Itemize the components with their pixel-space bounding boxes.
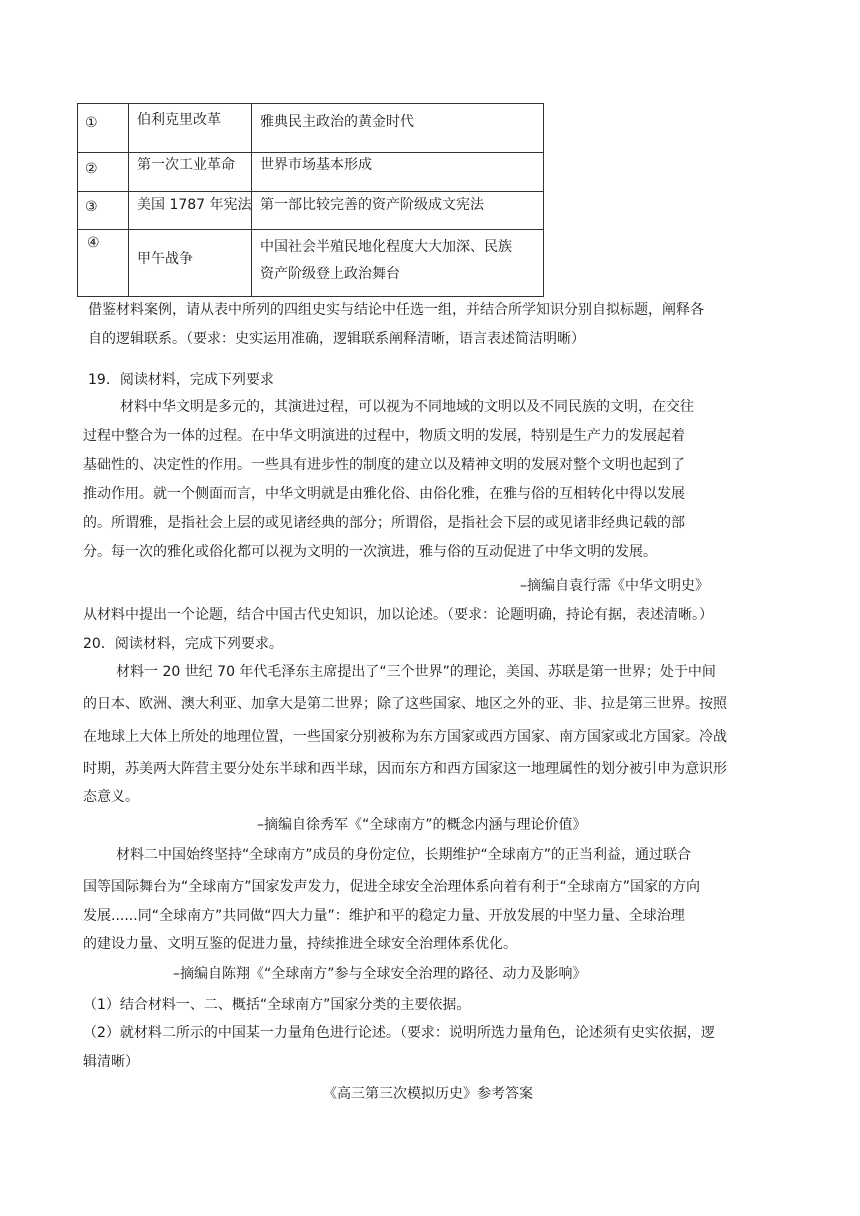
- table-cell-conclusion: 第一部比较完善的资产阶级成文宪法: [260, 197, 484, 213]
- q20-material1-line: 态意义。: [83, 789, 139, 805]
- table-border-top: [77, 103, 544, 104]
- q20-material2-line: 的建设力量、文明互鉴的促进力量，持续推进全球安全治理体系优化。: [83, 936, 517, 952]
- q18-instruction-line: 借鉴材料案例，请从表中所列的四组史实与结论中任选一组，并结合所学知识分别自拟标题，阐释各: [88, 302, 704, 318]
- q19-source: –摘编自袁行霈《中华文明史》: [520, 578, 709, 594]
- q20-material1-line: 时期，苏美两大阵营主要分处东半球和西半球，因而东方和西方国家这一地理属性的划分被引申为意识形: [83, 761, 727, 777]
- q19-material-line: 推动作用。就一个侧面而言，中华文明就是由雅化俗、由俗化雅，在雅与俗的互相转化中得以发展: [83, 486, 685, 502]
- table-row-number: ④: [87, 235, 100, 251]
- table-cell-event: 甲午战争: [137, 251, 193, 267]
- table-cell-conclusion: 中国社会半殖民地化程度大大加深、民族: [260, 239, 512, 255]
- q20-subquestion-1: （1）结合材料一、二、概括“全球南方”国家分类的主要依据。: [83, 997, 471, 1013]
- table-border-left: [77, 103, 78, 297]
- q20-material1-line: 材料一 20 世纪 70 年代毛泽东主席提出了“三个世界”的理论，美国、苏联是第一世界；处于中间: [116, 664, 716, 680]
- table-row-divider: [77, 152, 544, 153]
- q20-material2-line: 材料二中国始终坚持“全球南方”成员的身份定位，长期维护“全球南方”的正当利益，通过联合: [116, 847, 692, 863]
- q20-subquestion-2-line: （2）就材料二所示的中国某一力量角色进行论述。（要求：说明所选力量角色，论述须有史实依据，逻: [83, 1025, 715, 1041]
- q19-material-line: 材料中华文明是多元的，其演进过程，可以视为不同地域的文明以及不同民族的文明，在交往: [120, 399, 694, 415]
- q20-source1: –摘编自徐秀军《“全球南方”的概念内涵与理论价值》: [257, 817, 587, 833]
- history-facts-table: [77, 103, 544, 297]
- q20-subquestion-2-line: 辑清晰）: [83, 1054, 139, 1070]
- table-row-number: ③: [85, 199, 98, 215]
- q20-material2-line: 国等国际舞台为“全球南方”国家发声发力，促进全球安全治理体系向着有利于“全球南方”国家的方向: [83, 879, 701, 895]
- table-row-number: ②: [85, 161, 98, 177]
- answer-key-title: 《高三第三次模拟历史》参考答案: [323, 1086, 533, 1102]
- table-cell-event: 美国 1787 年宪法: [137, 197, 252, 213]
- q19-material-line: 的。所谓雅，是指社会上层的或见诸经典的部分；所谓俗，是指社会下层的或见诸非经典记载的部: [83, 515, 685, 531]
- table-border-bottom: [77, 296, 544, 297]
- table-cell-event: 伯利克里改革: [137, 112, 221, 128]
- table-cell-conclusion: 资产阶级登上政治舞台: [260, 266, 400, 282]
- q19-material-line: 基础性的、决定性的作用。一些具有进步性的制度的建立以及精神文明的发展对整个文明也起到了: [83, 457, 685, 473]
- q18-instruction-line: 自的逻辑联系。（要求：史实运用准确，逻辑联系阐释清晰，语言表述简洁明晰）: [88, 331, 585, 347]
- table-col-divider: [128, 103, 129, 297]
- table-row-number: ①: [85, 115, 98, 131]
- table-row-divider: [77, 191, 544, 192]
- table-cell-conclusion: 世界市场基本形成: [260, 157, 372, 173]
- q19-heading: 19．阅读材料，完成下列要求: [88, 372, 274, 388]
- q20-material2-line: 发展......同“全球南方”共同做“四大力量”：维护和平的稳定力量、开放发展的中坚力量、全球治理: [83, 908, 685, 924]
- q19-material-line: 过程中整合为一体的过程。在中华文明演进的过程中，物质文明的发展，特别是生产力的发展起着: [83, 428, 685, 444]
- q20-material1-line: 在地球上大体上所处的地理位置，一些国家分别被称为东方国家或西方国家、南方国家或北方国家。冷战: [83, 729, 727, 745]
- table-border-right: [543, 103, 544, 297]
- q20-heading: 20．阅读材料，完成下列要求。: [83, 636, 283, 652]
- q20-material1-line: 的日本、欧洲、澳大利亚、加拿大是第二世界；除了这些国家、地区之外的亚、非、拉是第三世界。按照: [83, 696, 727, 712]
- q20-source2: –摘编自陈翔《“全球南方”参与全球安全治理的路径、动力及影响》: [173, 966, 587, 982]
- table-row-divider: [77, 229, 544, 230]
- q19-material-line: 分。每一次的雅化或俗化都可以视为文明的一次演进，雅与俗的互动促进了中华文明的发展。: [83, 544, 657, 560]
- table-cell-conclusion: 雅典民主政治的黄金时代: [260, 114, 414, 130]
- table-cell-event: 第一次工业革命: [137, 157, 235, 173]
- q19-question: 从材料中提出一个论题，结合中国古代史知识，加以论述。（要求：论题明确，持论有据，表述清晰。）: [83, 607, 713, 623]
